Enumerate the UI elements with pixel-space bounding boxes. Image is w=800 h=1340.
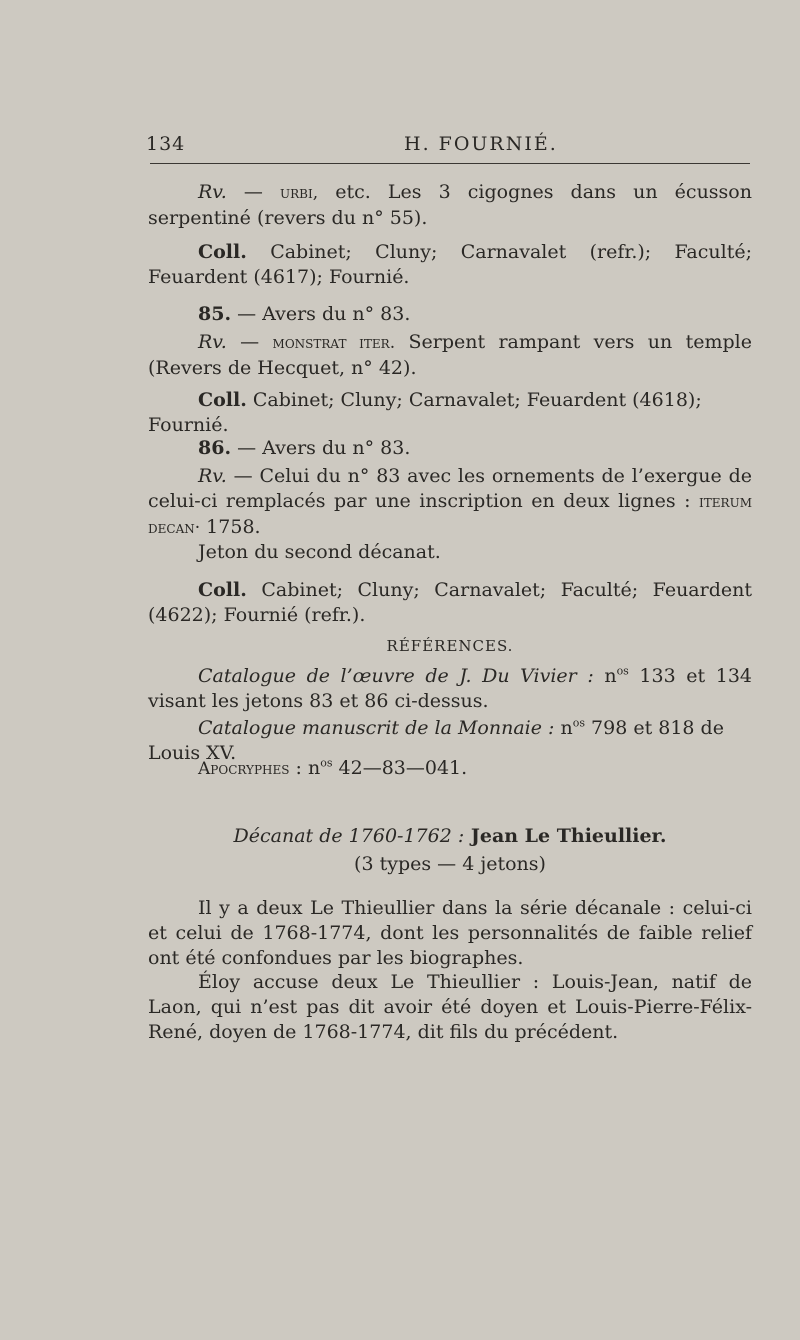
running-title: H. FOURNIÉ. bbox=[404, 133, 558, 155]
entry-number: 85. bbox=[198, 303, 232, 325]
header-rule bbox=[150, 163, 750, 164]
reference-monnaie: Catalogue manuscrit de la Monnaie : $n^{os}$ 798 et 818 de Louis XV. bbox=[148, 716, 724, 764]
entry-85-obverse: 85. — Avers du n° 83. bbox=[198, 303, 411, 325]
apocryphes-label: Apocryphes bbox=[198, 759, 290, 779]
dean-name: Jean Le Thieullier. bbox=[464, 825, 667, 847]
entry-84-collections: Coll. Cabinet; Cluny; Carnavalet (refr.); Faculté; Feuardent (4617); Fournié. bbox=[148, 241, 752, 288]
reference-duvivier: Catalogue de l’œuvre de J. Du Vivier : $n^{os}$ 133 et 134 visant les jetons 83 et 86 ci-dessus. bbox=[148, 664, 752, 712]
apocryphes-line: Apocryphes : $n^{os}$ 42—83—041. bbox=[198, 756, 468, 779]
coll-label: Coll. bbox=[198, 389, 247, 411]
legend: monstrat iter. bbox=[272, 333, 396, 353]
page-number: 134 bbox=[146, 133, 186, 155]
decanat-subheading: (3 types — 4 jetons) bbox=[354, 853, 546, 875]
rv-label: Rv. bbox=[198, 331, 227, 353]
entry-number: 86. bbox=[198, 437, 232, 459]
paragraph-eloy: Éloy accuse deux Le Thieullier : Louis-Jean, natif de Laon, qui n’est pas dit avoir été doyen et Louis-Pierre-Félix-René, doyen de 1768-1774, dit fils du précédent. bbox=[148, 971, 752, 1043]
references-heading: RÉFÉRENCES. bbox=[386, 637, 514, 655]
entry-86-obverse: 86. — Avers du n° 83. bbox=[198, 437, 411, 459]
entry-85-reverse: Rv. — monstrat iter. Serpent rampant vers un temple (Revers de Hecquet, n° 42). bbox=[148, 331, 752, 379]
paragraph-thieullier: Il y a deux Le Thieullier dans la série décanale : celui-ci et celui de 1768-1774, dont les personnalités de faible relief ont été confondues par les biographes. bbox=[148, 897, 752, 969]
rv-label: Rv. bbox=[198, 465, 227, 487]
entry-86-reverse: Rv. — Celui du n° 83 avec les ornements de l’exergue de celui-ci remplacés par une inscription en deux lignes : iterum decan· 1758. bbox=[148, 465, 752, 538]
rv-label: Rv. bbox=[198, 181, 227, 203]
entry-84-reverse: Rv. — urbi, etc. Les 3 cigognes dans un écusson serpentiné (revers du n° 55). bbox=[148, 181, 752, 229]
entry-85-collections: Coll. Cabinet; Cluny; Carnavalet; Feuardent (4618); Fournié. bbox=[148, 389, 702, 436]
legend: iterum decan· bbox=[148, 492, 752, 538]
entry-86-note: Jeton du second décanat. bbox=[198, 541, 441, 563]
coll-label: Coll. bbox=[198, 241, 247, 263]
entry-86-collections: Coll. Cabinet; Cluny; Carnavalet; Faculté; Feuardent (4622); Fournié (refr.). bbox=[148, 579, 752, 626]
legend: urbi, bbox=[280, 183, 319, 203]
coll-label: Coll. bbox=[198, 579, 247, 601]
decanat-heading: Décanat de 1760-1762 : Jean Le Thieullier. bbox=[233, 825, 667, 847]
page-header bbox=[146, 133, 750, 159]
